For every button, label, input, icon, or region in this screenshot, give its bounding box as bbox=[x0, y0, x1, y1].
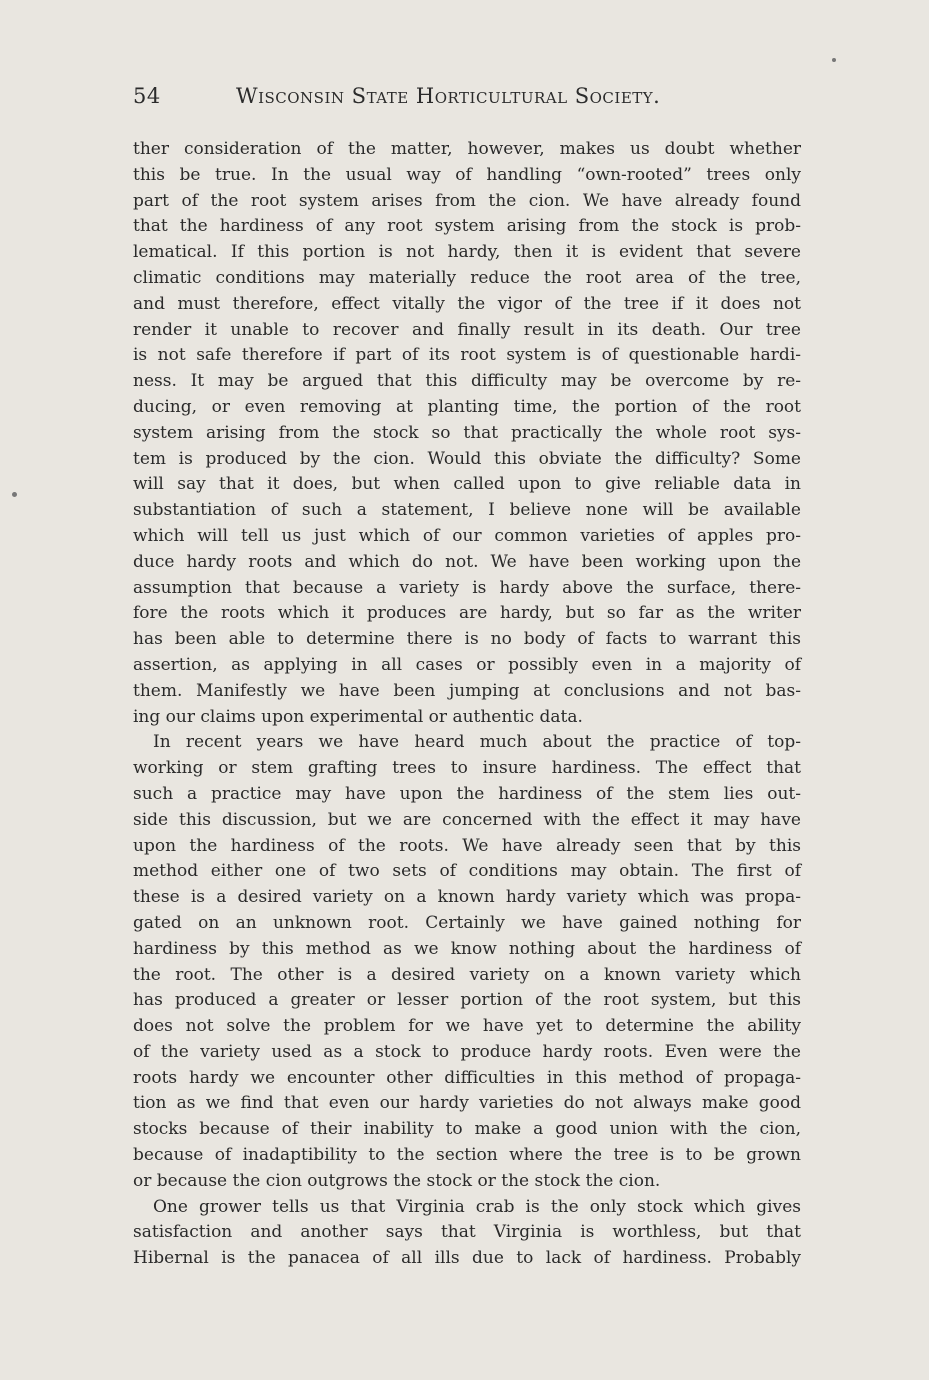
paragraph-3 bbox=[133, 1195, 801, 1272]
text-line: fore the roots which it produces are hardy, but so far as the writer bbox=[133, 603, 801, 624]
text-line: because of inadaptibility to the section where the tree is to be grown bbox=[133, 1145, 801, 1166]
text-line: hardiness by this method as we know nothing about the hardiness of bbox=[133, 938, 801, 959]
scan-speck bbox=[12, 492, 17, 497]
text-line: these is a desired variety on a known hardy variety which was propa- bbox=[133, 887, 801, 908]
running-head bbox=[133, 84, 801, 114]
text-line: method either one of two sets of conditions may obtain. The first of bbox=[133, 861, 801, 882]
scan-speck bbox=[832, 58, 836, 62]
text-line: is not safe therefore if part of its root system is of questionable hardi- bbox=[133, 345, 801, 366]
text-line: stocks because of their inability to make a good union with the cion, bbox=[133, 1119, 801, 1140]
text-line: them. Manifestly we have been jumping at conclusions and not bas- bbox=[133, 680, 801, 701]
text-line: which will tell us just which of our common varieties of apples pro- bbox=[133, 525, 801, 546]
text-line: lematical. If this portion is not hardy, then it is evident that severe bbox=[133, 242, 801, 263]
text-line: working or stem grafting trees to insure hardiness. The effect that bbox=[133, 758, 801, 779]
text-line: upon the hardiness of the roots. We have already seen that by this bbox=[133, 835, 801, 856]
text-line: tem is produced by the cion. Would this obviate the difficulty? Some bbox=[133, 448, 801, 469]
text-line: side this discussion, but we are concerned with the effect it may have bbox=[133, 809, 801, 830]
text-line: ing our claims upon experimental or authentic data. bbox=[133, 706, 583, 727]
text-line: of the variety used as a stock to produce hardy roots. Even were the bbox=[133, 1041, 801, 1062]
text-line: such a practice may have upon the hardiness of the stem lies out- bbox=[133, 783, 801, 804]
text-line: this be true. In the usual way of handling “own-rooted” trees only bbox=[133, 164, 801, 185]
text-line: part of the root system arises from the cion. We have already found bbox=[133, 190, 801, 211]
text-line: roots hardy we encounter other difficulties in this method of propaga- bbox=[133, 1067, 801, 1088]
text-line: or because the cion outgrows the stock or the stock the cion. bbox=[133, 1170, 661, 1191]
journal-title: Wisconsin State Horticultural Society. bbox=[236, 84, 661, 108]
text-line: Hibernal is the panacea of all ills due to lack of hardiness. Probably bbox=[133, 1248, 801, 1269]
text-line: satisfaction and another says that Virginia is worthless, but that bbox=[133, 1222, 801, 1243]
text-line: One grower tells us that Virginia crab is the only stock which gives bbox=[153, 1196, 801, 1217]
paragraph-2 bbox=[133, 730, 801, 1194]
text-line: assertion, as applying in all cases or possibly even in a majority of bbox=[133, 654, 801, 675]
text-line: ness. It may be argued that this difficulty may be overcome by re- bbox=[133, 371, 801, 392]
text-line: has produced a greater or lesser portion of the root system, but this bbox=[133, 990, 801, 1011]
text-line: and must therefore, effect vitally the vigor of the tree if it does not bbox=[133, 293, 801, 314]
text-line: does not solve the problem for we have yet to determine the ability bbox=[133, 1016, 801, 1037]
text-line: substantiation of such a statement, I believe none will be available bbox=[133, 500, 801, 521]
text-line: will say that it does, but when called upon to give reliable data in bbox=[133, 474, 801, 495]
text-line: ducing, or even removing at planting time, the portion of the root bbox=[133, 396, 801, 417]
text-line: gated on an unknown root. Certainly we have gained nothing for bbox=[133, 912, 801, 933]
text-line: duce hardy roots and which do not. We have been working upon the bbox=[133, 551, 801, 572]
text-line: ther consideration of the matter, however, makes us doubt whether bbox=[133, 139, 801, 159]
text-line: system arising from the stock so that practically the whole root sys- bbox=[133, 422, 801, 443]
text-line: assumption that because a variety is hardy above the surface, there- bbox=[133, 577, 801, 598]
text-line: the root. The other is a desired variety on a known variety which bbox=[133, 964, 801, 985]
text-line: that the hardiness of any root system arising from the stock is prob- bbox=[133, 216, 801, 237]
text-line: climatic conditions may materially reduce the root area of the tree, bbox=[133, 267, 801, 288]
text-line: render it unable to recover and finally result in its death. Our tree bbox=[133, 319, 801, 340]
paragraph-1 bbox=[133, 137, 801, 730]
text-line: tion as we find that even our hardy varieties do not always make good bbox=[133, 1093, 801, 1114]
text-line: has been able to determine there is no body of facts to warrant this bbox=[133, 629, 801, 650]
page-number: 54 bbox=[133, 84, 161, 108]
text-line: In recent years we have heard much about the practice of top- bbox=[153, 732, 801, 753]
body-text bbox=[133, 137, 801, 1272]
